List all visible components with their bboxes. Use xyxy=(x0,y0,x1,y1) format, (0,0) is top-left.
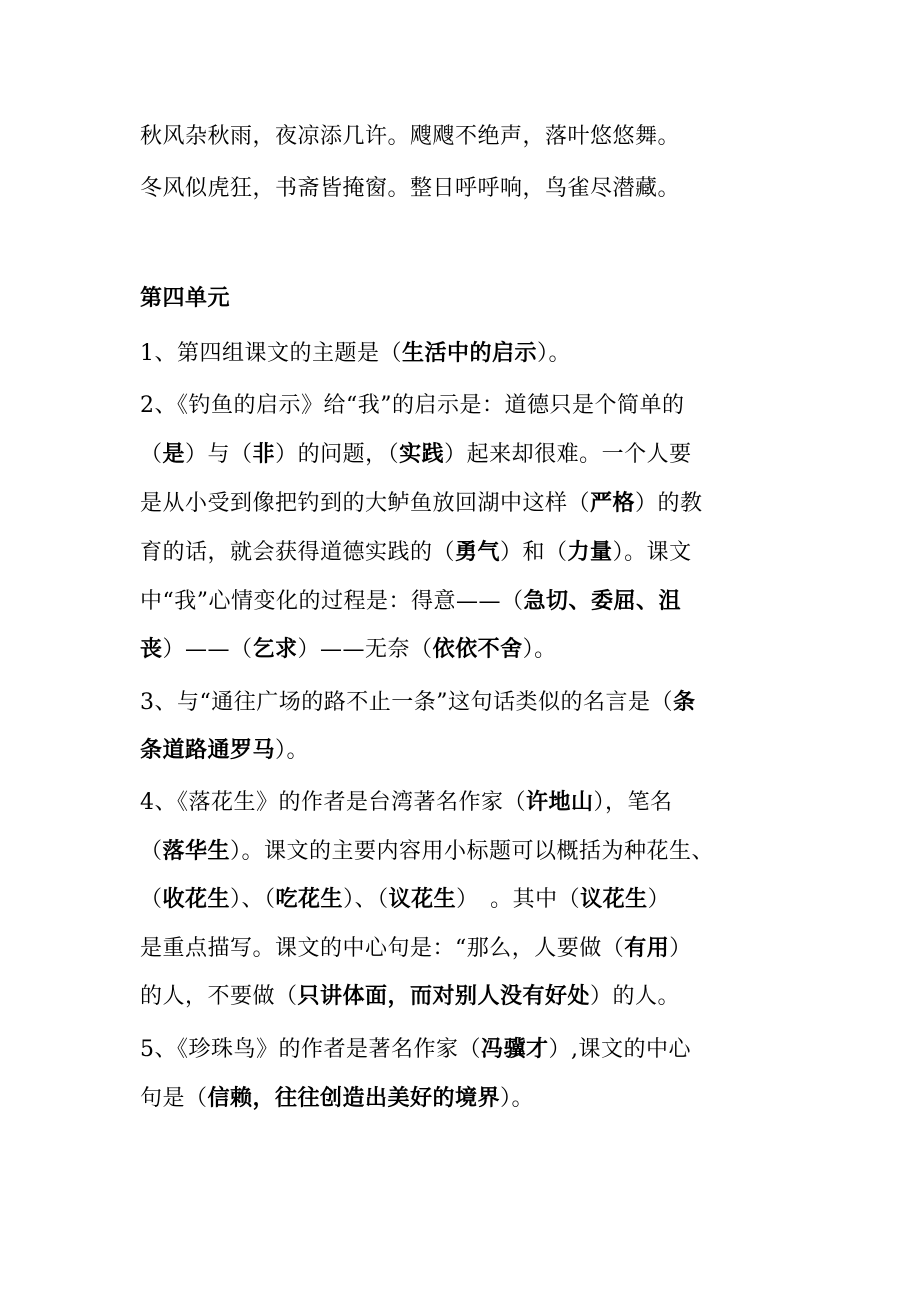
question-5-line-2: 句是（信赖，往往创造出美好的境界）。 xyxy=(140,1085,535,1111)
question-2-line-1: 2、《钓鱼的启示》给“我”的启示是：道德只是个简单的 xyxy=(140,393,685,418)
poem-line-winter: 冬风似虎狂，书斋皆掩窗。整日呼呼响，鸟雀尽潜藏。 xyxy=(140,176,681,201)
question-3-line-2: 条道路通罗马）。 xyxy=(140,737,310,763)
question-4-line-4: 是重点描写。课文的中心句是：“那么，人要做（有用） xyxy=(140,935,692,961)
poem-line-autumn: 秋风杂秋雨，夜凉添几许。飕飕不绝声，落叶悠悠舞。 xyxy=(140,124,681,149)
question-2-line-4: 育的话，就会获得道德实践的（勇气）和（力量）。课文 xyxy=(140,539,692,565)
question-1: 1、第四组课文的主题是（生活中的启示）。 xyxy=(140,340,572,366)
question-5-line-1: 5、《珍珠鸟》的作者是著名作家（冯骥才）,课文的中心 xyxy=(140,1036,692,1062)
answer: 生活中的启示 xyxy=(402,340,538,366)
question-4-line-2: （落华生）。课文的主要内容用小标题可以概括为种花生、 xyxy=(140,838,715,864)
unit-title: 第四单元 xyxy=(140,285,231,311)
question-2-line-5: 中“我”心情变化的过程是：得意——（急切、委屈、沮 xyxy=(140,588,682,614)
question-2-line-6: 丧）——（乞求）——无奈（依依不舍）。 xyxy=(140,636,557,662)
question-2-line-3: 是从小受到像把钓到的大鲈鱼放回湖中这样（严格）的教 xyxy=(140,490,703,516)
question-4-line-1: 4、《落花生》的作者是台湾著名作家（许地山），笔名 xyxy=(140,789,673,815)
question-2-line-2: （是）与（非）的问题，（实践）起来却很难。一个人要 xyxy=(140,441,692,467)
question-4-line-3: （收花生）、（吃花生）、（议花生） 。其中（议花生） xyxy=(140,886,671,912)
question-3-line-1: 3、与“通往广场的路不止一条”这句话类似的名言是（条 xyxy=(140,689,696,715)
question-4-line-5: 的人，不要做（只讲体面，而对别人没有好处）的人。 xyxy=(140,983,681,1009)
